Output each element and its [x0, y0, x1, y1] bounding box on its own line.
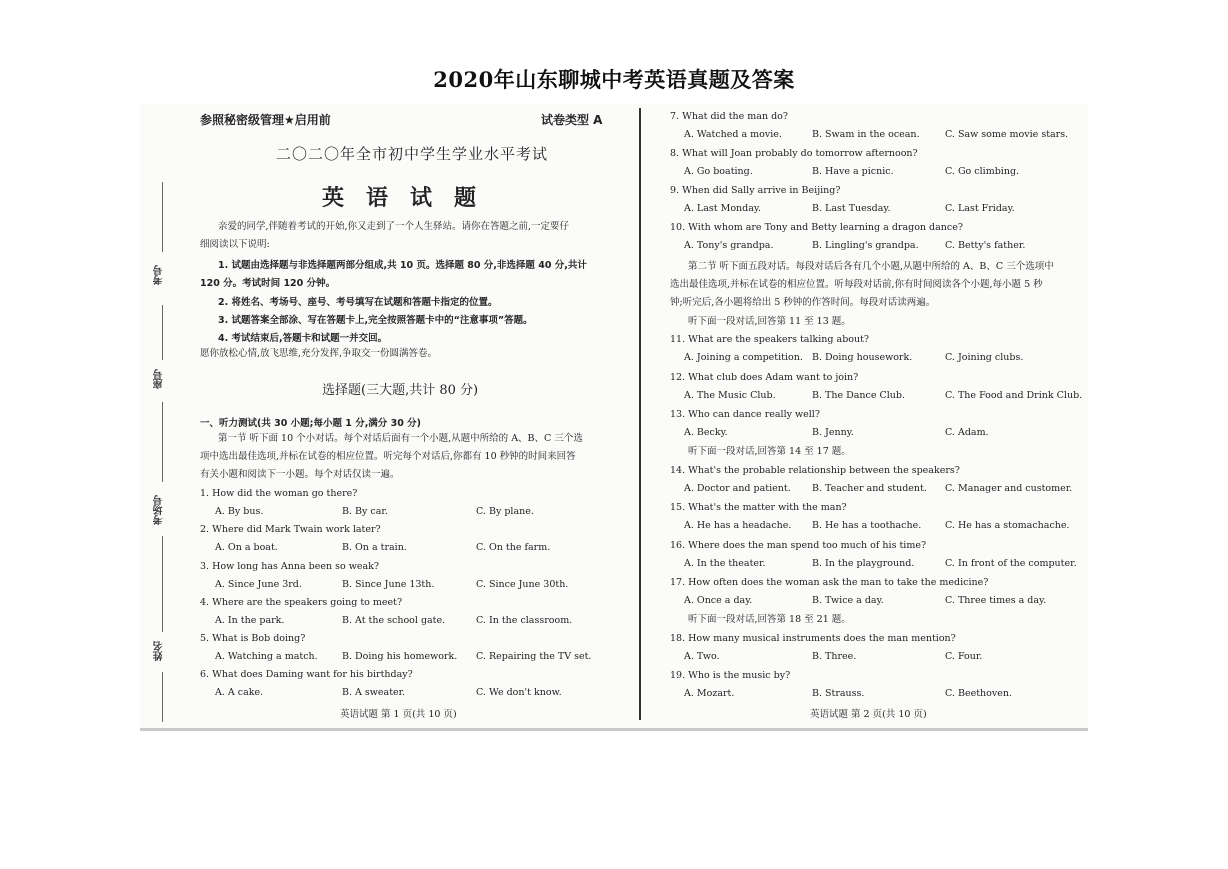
question: 12. What club does Adam want to join? — [670, 372, 859, 383]
option-c: C. Three times a day. — [945, 595, 1047, 606]
option-c: C. Four. — [945, 651, 983, 662]
part-direction: 第二节 听下面五段对话。每段对话后各有几个小题,从题中所给的 A、B、C 三个选项中 — [688, 261, 1054, 272]
option-c: C. Last Friday. — [945, 203, 1015, 214]
rule-3: 3. 试题答案全部涂、写在答题卡上,完全按照答题卡中的“注意事项”答题。 — [218, 315, 533, 326]
question: 13. Who can dance really well? — [670, 409, 820, 420]
option-b: B. Twice a day. — [812, 595, 884, 606]
document-title: 2020年山东聊城中考英语真题及答案 — [433, 67, 795, 92]
page-divider — [639, 108, 641, 720]
question: 11. What are the speakers talking about? — [670, 334, 870, 345]
option-a: A. Last Monday. — [684, 203, 762, 214]
listen-instruction: 听下面一段对话,回答第 11 至 13 题。 — [688, 316, 851, 327]
option-a: A. Doctor and patient. — [684, 483, 791, 494]
option-c: C. Joining clubs. — [945, 352, 1024, 363]
intro-text: 细阅读以下说明: — [200, 239, 270, 250]
option-a: A. Mozart. — [684, 688, 735, 699]
option-a: A. Becky. — [684, 427, 728, 438]
question: 18. How many musical instruments does the man mention? — [670, 633, 956, 644]
option-c: C. Betty's father. — [945, 240, 1026, 251]
option-c: C. We don't know. — [476, 687, 562, 698]
confidential-mark: 参照秘密级管理★启用前 — [200, 113, 331, 127]
option-b: B. Swam in the ocean. — [812, 129, 920, 140]
question: 9. When did Sally arrive in Beijing? — [670, 185, 841, 196]
option-a: A. Go boating. — [684, 166, 753, 177]
option-b: B. Since June 13th. — [342, 579, 435, 590]
option-c: C. Beethoven. — [945, 688, 1012, 699]
part-direction: 有关小题和阅读下一小题。每个对话仅读一遍。 — [200, 469, 400, 480]
binding-name: 姓名 — [154, 641, 165, 661]
question: 2. Where did Mark Twain work later? — [200, 524, 381, 535]
option-a: A. A cake. — [215, 687, 264, 698]
question: 3. How long has Anna been so weak? — [200, 561, 380, 572]
part-direction: 项中选出最佳选项,并标在试卷的相应位置。听完每个对话后,你都有 10 秒钟的时间来回答 — [200, 451, 576, 462]
option-b: B. Doing his homework. — [342, 651, 458, 662]
option-a: A. Once a day. — [684, 595, 753, 606]
rule-4: 4. 考试结束后,答题卡和试题一并交回。 — [218, 333, 388, 344]
option-c: C. The Food and Drink Club. — [945, 390, 1083, 401]
option-b: B. The Dance Club. — [812, 390, 906, 401]
question: 8. What will Joan probably do tomorrow afternoon? — [670, 148, 918, 159]
listen-instruction: 听下面一段对话,回答第 18 至 21 题。 — [688, 614, 851, 625]
option-a: A. Watching a match. — [215, 651, 318, 662]
option-c: C. Saw some movie stars. — [945, 129, 1069, 140]
binding-line — [162, 672, 163, 722]
rule-1-cont: 120 分。考试时间 120 分钟。 — [200, 278, 336, 289]
binding-seat-no: 座号 — [154, 369, 165, 389]
exam-name: 二〇二〇年全市初中学生学业水平考试 — [276, 145, 549, 163]
option-c: C. In the classroom. — [476, 615, 573, 626]
option-b: B. On a train. — [342, 542, 407, 553]
part-title: 一、听力测试(共 30 小题;每小题 1 分,满分 30 分) — [200, 418, 421, 429]
option-c: C. On the farm. — [476, 542, 551, 553]
binding-line — [162, 402, 163, 482]
option-b: B. In the playground. — [812, 558, 915, 569]
option-b: B. Teacher and student. — [812, 483, 927, 494]
option-c: C. Repairing the TV set. — [476, 651, 592, 662]
binding-line — [162, 182, 163, 252]
option-b: B. Three. — [812, 651, 857, 662]
question: 19. Who is the music by? — [670, 670, 791, 681]
question: 5. What is Bob doing? — [200, 633, 306, 644]
listen-instruction: 听下面一段对话,回答第 14 至 17 题。 — [688, 446, 851, 457]
option-c: C. Adam. — [945, 427, 989, 438]
binding-room-no: 考场号 — [154, 495, 165, 525]
question: 16. Where does the man spend too much of his time? — [670, 540, 927, 551]
option-b: B. Jenny. — [812, 427, 854, 438]
option-c: C. Go climbing. — [945, 166, 1020, 177]
binding-exam-no: 考号 — [154, 265, 165, 285]
question: 14. What's the probable relationship between the speakers? — [670, 465, 960, 476]
part-direction: 第一节 听下面 10 个小对话。每个对话后面有一个小题,从题中所给的 A、B、C 三个选 — [218, 433, 583, 444]
option-a: A. In the park. — [215, 615, 285, 626]
question: 4. Where are the speakers going to meet? — [200, 597, 403, 608]
part-direction: 钟;听完后,各小题将给出 5 秒钟的作答时间。每段对话读两遍。 — [670, 297, 936, 308]
question: 10. With whom are Tony and Betty learning a dragon dance? — [670, 222, 963, 233]
option-b: B. At the school gate. — [342, 615, 446, 626]
option-c: C. Since June 30th. — [476, 579, 569, 590]
page-footer: 英语试题 第 2 页(共 10 页) — [810, 709, 927, 720]
section-title: 选择题(三大题,共计 80 分) — [322, 383, 479, 398]
option-c: C. He has a stomachache. — [945, 520, 1070, 531]
binding-line — [162, 536, 163, 632]
option-b: B. By car. — [342, 506, 388, 517]
option-b: B. Strauss. — [812, 688, 865, 699]
option-a: A. Since June 3rd. — [215, 579, 302, 590]
intro-text: 亲爱的同学,伴随着考试的开始,你又走到了一个人生驿站。请你在答题之前,一定要仔 — [218, 221, 570, 232]
question: 17. How often does the woman ask the man to take the medicine? — [670, 577, 989, 588]
option-a: A. Tony's grandpa. — [684, 240, 774, 251]
option-a: A. On a boat. — [215, 542, 278, 553]
wish-text: 愿你放松心情,放飞思维,充分发挥,争取交一份圆满答卷。 — [200, 348, 438, 359]
paper-type: 试卷类型 A — [541, 113, 603, 127]
option-b: B. A sweater. — [342, 687, 406, 698]
scan-edge — [140, 728, 1088, 731]
part-direction: 选出最佳选项,并标在试卷的相应位置。听每段对话前,你有时间阅读各个小题,每小题 5 秒 — [670, 279, 1043, 290]
option-c: C. Manager and customer. — [945, 483, 1073, 494]
option-b: B. Lingling's grandpa. — [812, 240, 919, 251]
question: 6. What does Daming want for his birthday? — [200, 669, 413, 680]
option-a: A. He has a headache. — [684, 520, 792, 531]
option-a: A. By bus. — [215, 506, 264, 517]
option-b: B. Have a picnic. — [812, 166, 894, 177]
question: 1. How did the woman go there? — [200, 488, 358, 499]
option-b: B. He has a toothache. — [812, 520, 922, 531]
option-b: B. Last Tuesday. — [812, 203, 891, 214]
option-b: B. Doing housework. — [812, 352, 913, 363]
option-a: A. In the theater. — [684, 558, 766, 569]
subject-title: 英语试题 — [322, 186, 499, 211]
option-a: A. Watched a movie. — [684, 129, 782, 140]
page-footer: 英语试题 第 1 页(共 10 页) — [340, 709, 457, 720]
option-c: C. By plane. — [476, 506, 534, 517]
rule-1: 1. 试题由选择题与非选择题两部分组成,共 10 页。选择题 80 分,非选择题 40 分,共计 — [218, 260, 587, 271]
binding-line — [162, 305, 163, 360]
question: 15. What's the matter with the man? — [670, 502, 847, 513]
option-c: C. In front of the computer. — [945, 558, 1077, 569]
option-a: A. Joining a competition. — [684, 352, 803, 363]
option-a: A. The Music Club. — [684, 390, 776, 401]
option-a: A. Two. — [684, 651, 720, 662]
rule-2: 2. 将姓名、考场号、座号、考号填写在试题和答题卡指定的位置。 — [218, 297, 498, 308]
question: 7. What did the man do? — [670, 111, 788, 122]
